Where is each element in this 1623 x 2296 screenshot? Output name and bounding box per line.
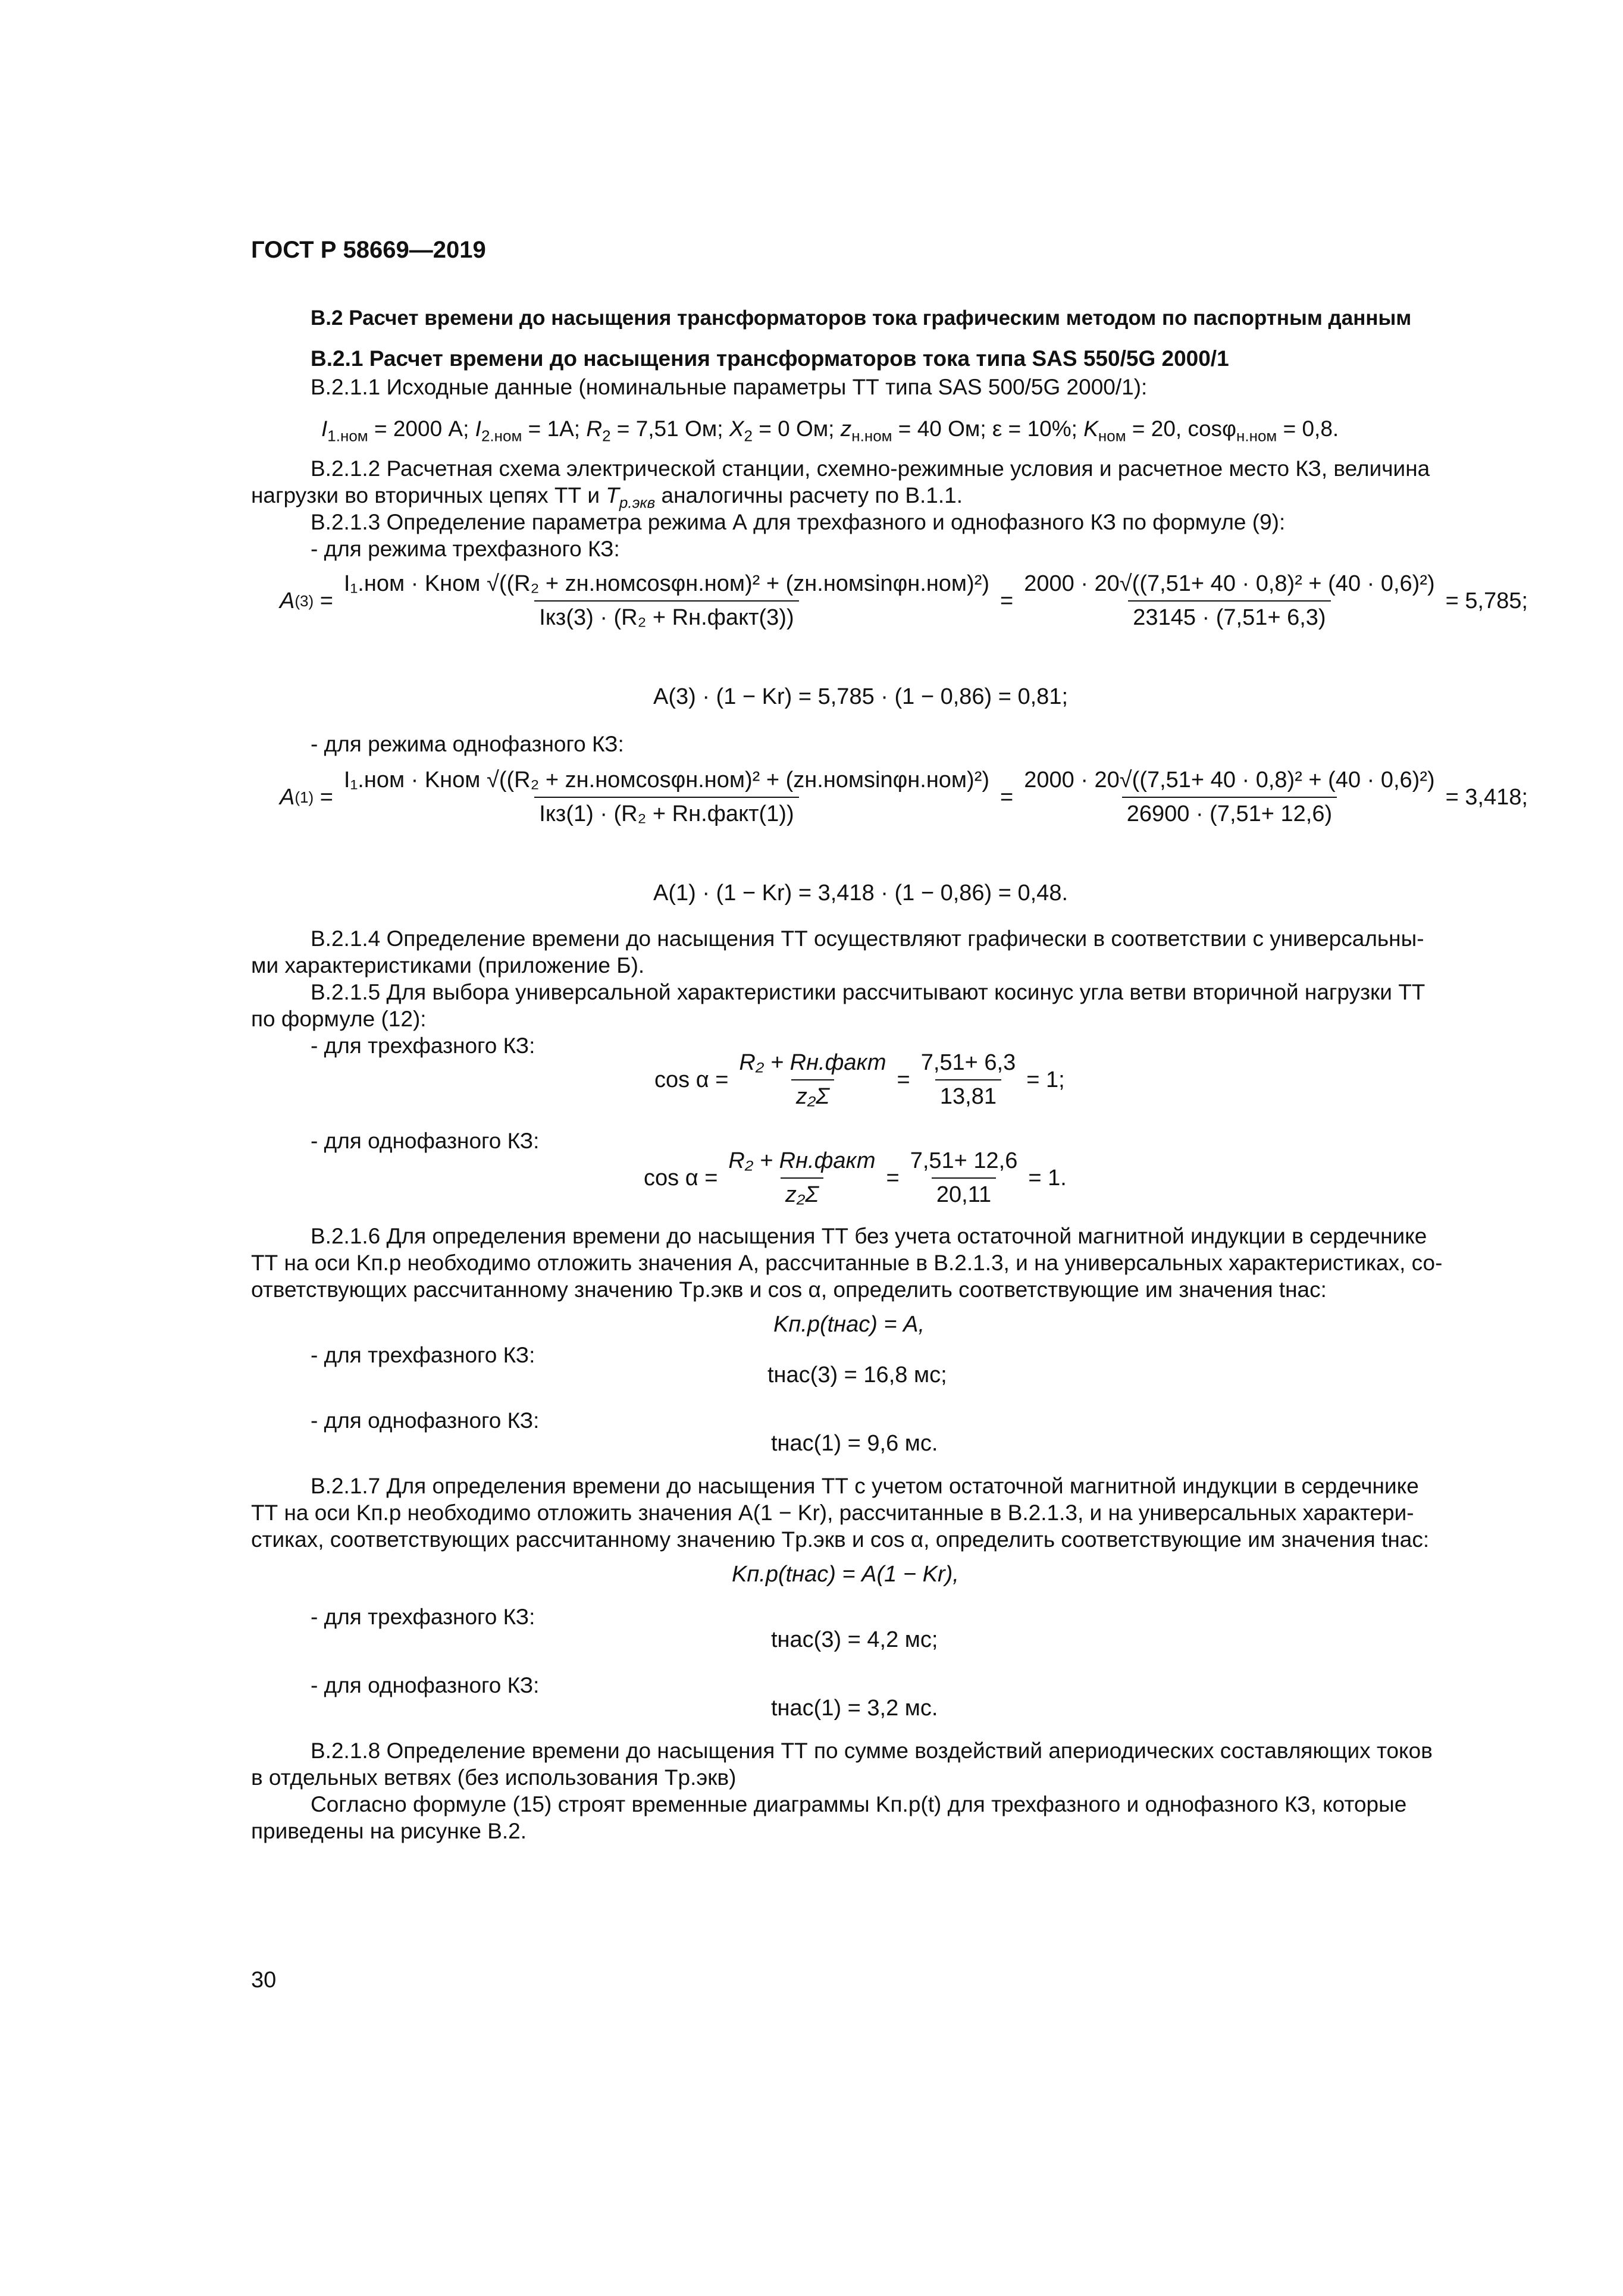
paragraph-b217-line1: В.2.1.7 Для определения времени до насыщения ТТ с учетом остаточной магнитной индукции в сердечнике — [311, 1474, 1419, 1498]
paragraph-b215-line2: по формуле (12): — [251, 1007, 427, 1031]
paragraph-b212-line2: нагрузки во вторичных цепях ТТ и $T_{р.экв}$ аналогичны расчету по В.1.1. — [251, 483, 963, 512]
paragraph-b217-line3: стиках, соответствующих рассчитанному значению Tр.экв и cos α, определить соответствующие им значения tнас: — [251, 1527, 1430, 1552]
paragraph-b219-line2: приведены на рисунке В.2. — [251, 1819, 527, 1843]
paragraph-b214-line2: ми характеристиками (приложение Б). — [251, 953, 645, 978]
formula-a1-remanence: A(1) · (1 − Kr) = 3,418 · (1 − 0,86) = 0,48. — [653, 881, 1069, 906]
paragraph-b215-line1: В.2.1.5 Для выбора универсальной характеристики рассчитывают косинус угла ветви вторичной нагрузки ТТ — [311, 980, 1425, 1004]
t-sat-single-phase-1: tнас(1) = 9,6 мс. — [771, 1431, 938, 1456]
paragraph-b212-line1: В.2.1.2 Расчетная схема электрической станции, схемно-режимные условия и расчетное место КЗ, величина — [311, 456, 1430, 481]
dash-single-phase: - для режима однофазного КЗ: — [311, 732, 624, 756]
dash-single-phase-2: - для однофазного КЗ: — [311, 1129, 540, 1153]
paragraph-b218-line1: В.2.1.8 Определение времени до насыщения ТТ по сумме воздействий апериодических составляющих токов — [311, 1739, 1433, 1763]
formula-cos-single-phase: cos α = $\frac{\text{R₂ + Rн.факт}}{\text{z₂Σ}}$ = $\frac{7,51+ 12,6}{20,11}$ = 1. — [644, 1148, 1067, 1207]
equation-b217: Kп.р(tнас) = A(1 − Kr), — [732, 1562, 959, 1587]
paragraph-b219-line1: Согласно формуле (15) строят временные диаграммы Kп.р(t) для трехфазного и однофазного КЗ, которые — [311, 1792, 1407, 1816]
t-sat-single-phase-2: tнас(1) = 3,2 мс. — [771, 1696, 938, 1721]
paragraph-b216-line3: ответствующих рассчитанному значению Tр.экв и cos α, определить соответствующие им значения tнас: — [251, 1277, 1327, 1302]
dash-single-phase-3: - для однофазного КЗ: — [311, 1408, 540, 1433]
dash-single-phase-4: - для однофазного КЗ: — [311, 1673, 540, 1697]
document-header: ГОСТ Р 58669—2019 — [251, 237, 486, 263]
section-title: В.2 Расчет времени до насыщения трансформаторов тока графическим методом по паспортным данным — [311, 306, 1412, 330]
paragraph-b216-line1: В.2.1.6 Для определения времени до насыщения ТТ без учета остаточной магнитной индукции в сердечнике — [311, 1224, 1427, 1248]
formula-a3-remanence: A(3) · (1 − Kr) = 5,785 · (1 − 0,86) = 0,81; — [653, 684, 1069, 709]
t-sat-three-phase-1: tнас(3) = 16,8 мс; — [767, 1362, 947, 1387]
dash-three-phase-4: - для трехфазного КЗ: — [311, 1605, 535, 1629]
parameters-line: $I_{1.ном} = 2000$ А; $I_{2.ном} = 1А$; $R_2 = 7,51$ Ом; $X_2 = 0$ Ом; $z_{н.ном} = 40$ Ом; ε = 10%; $K_{ном} = 20$, cosφ$_{н.ном}$ = 0,8. — [321, 416, 1339, 445]
paragraph-b213: В.2.1.3 Определение параметра режима А для трехфазного и однофазного КЗ по формуле (9): — [311, 510, 1286, 534]
formula-a3: A (3) = I₁.ном · Kном √((R₂ + zн.номcosφн.ном)² + (zн.номsinφн.ном)²) Iкз(3) · (R₂ + Rн.факт(3)) = $\frac{\text{2000 · 20√((7,51+ 40 · 0,8)² + (40 · 0,6)²)}}{23145 \cdot (7,51+ 6,3)}$ = 5,785; — [280, 571, 1528, 630]
paragraph-b217-line2: ТТ на оси Kп.р необходимо отложить значения A(1 − Kr), рассчитанные в В.2.1.3, и на универсальных характери- — [251, 1501, 1414, 1525]
t-sat-three-phase-2: tнас(3) = 4,2 мс; — [771, 1627, 938, 1652]
dash-three-phase-3: - для трехфазного КЗ: — [311, 1343, 535, 1367]
subsection-title: В.2.1 Расчет времени до насыщения трансформаторов тока типа SAS 550/5G 2000/1 — [311, 346, 1229, 371]
dash-three-phase: - для режима трехфазного КЗ: — [311, 537, 620, 561]
paragraph-b214-line1: В.2.1.4 Определение времени до насыщения ТТ осуществляют графически в соответствии с универсальны- — [311, 926, 1424, 951]
formula-a1: A (1) = I₁.ном · Kном √((R₂ + zн.номcosφн.ном)² + (zн.номsinφн.ном)²) Iкз(1) · (R₂ + Rн.факт(1)) = $\frac{\text{2000 · 20√((7,51+ 40 · 0,8)² + (40 · 0,6)²)}}{26900 \cdot (7,51+ 12,6)}$ = 3,418; — [280, 768, 1528, 826]
formula-cos-three-phase: cos α = $\frac{\text{R₂ + Rн.факт}}{\text{z₂Σ}}$ = $\frac{7,51+ 6,3}{13,81}$ = 1; — [654, 1050, 1065, 1109]
paragraph-b211: В.2.1.1 Исходные данные (номинальные параметры ТТ типа SAS 500/5G 2000/1): — [311, 375, 1148, 399]
paragraph-b216-line2: ТТ на оси Kп.р необходимо отложить значения A, рассчитанные в В.2.1.3, и на универсальных характеристиках, со- — [251, 1251, 1443, 1275]
dash-three-phase-2: - для трехфазного КЗ: — [311, 1033, 535, 1058]
equation-b216: Kп.р(tнас) = A, — [773, 1312, 925, 1337]
page-number: 30 — [251, 1968, 277, 1993]
paragraph-b218-line2: в отдельных ветвях (без использования Tр.экв) — [251, 1765, 737, 1790]
